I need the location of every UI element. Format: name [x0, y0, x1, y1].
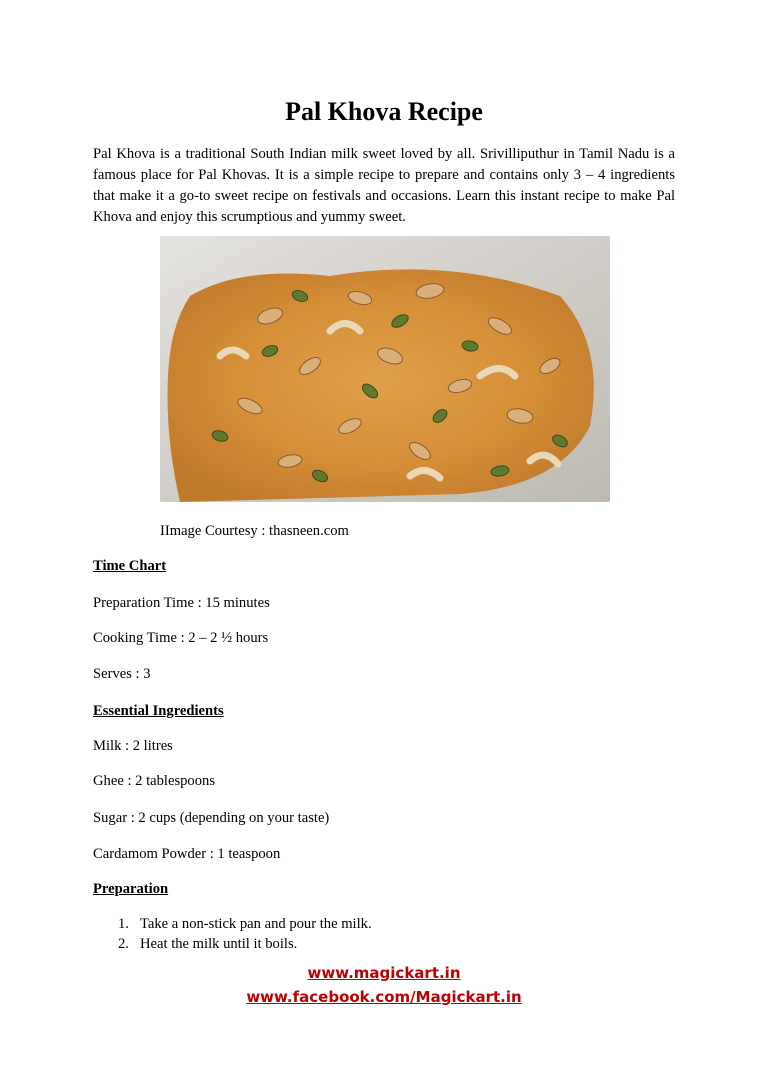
- step-text: Take a non-stick pan and pour the milk.: [140, 916, 372, 932]
- recipe-photo: [160, 236, 610, 502]
- step-number: 1.: [118, 916, 129, 932]
- cooking-time: Cooking Time : 2 – 2 ½ hours: [93, 630, 269, 646]
- preparation-heading: Preparation: [93, 881, 169, 897]
- page-title: Pal Khova Recipe: [285, 97, 483, 126]
- list-item: [118, 914, 372, 934]
- time-chart-heading: Time Chart: [93, 558, 167, 574]
- facebook-link[interactable]: www.facebook.com/Magickart.in: [246, 988, 522, 1006]
- image-caption: IImage Courtesy : thasneen.com: [160, 523, 349, 539]
- ingredients-heading: Essential Ingredients: [93, 703, 224, 719]
- serves: Serves : 3: [93, 666, 151, 682]
- list-item: [118, 934, 372, 954]
- preparation-steps: [118, 914, 372, 954]
- ingredient-item: Ghee : 2 tablespoons: [93, 773, 215, 789]
- step-text: Heat the milk until it boils.: [140, 936, 298, 952]
- intro-paragraph: Pal Khova is a traditional South Indian milk sweet loved by all. Srivilliputhur in Tamil Nadu is a famous place for Pal Khovas. It is a simple recipe to prepare and contains only 3 – 4 ingredients that make it a go-to sweet recipe on festivals and occasions. Learn this instant recipe to make Pal Khova and enjoy this scrumptious and yummy sweet.: [93, 146, 675, 225]
- ingredient-item: Sugar : 2 cups (depending on your taste): [93, 810, 330, 826]
- preparation-time: Preparation Time : 15 minutes: [93, 595, 270, 611]
- website-link[interactable]: www.magickart.in: [307, 964, 461, 982]
- footer-website: [0, 962, 768, 984]
- ingredient-item: Milk : 2 litres: [93, 738, 173, 754]
- ingredient-item: Cardamom Powder : 1 teaspoon: [93, 846, 281, 862]
- step-number: 2.: [118, 936, 129, 952]
- footer-facebook: [0, 986, 768, 1008]
